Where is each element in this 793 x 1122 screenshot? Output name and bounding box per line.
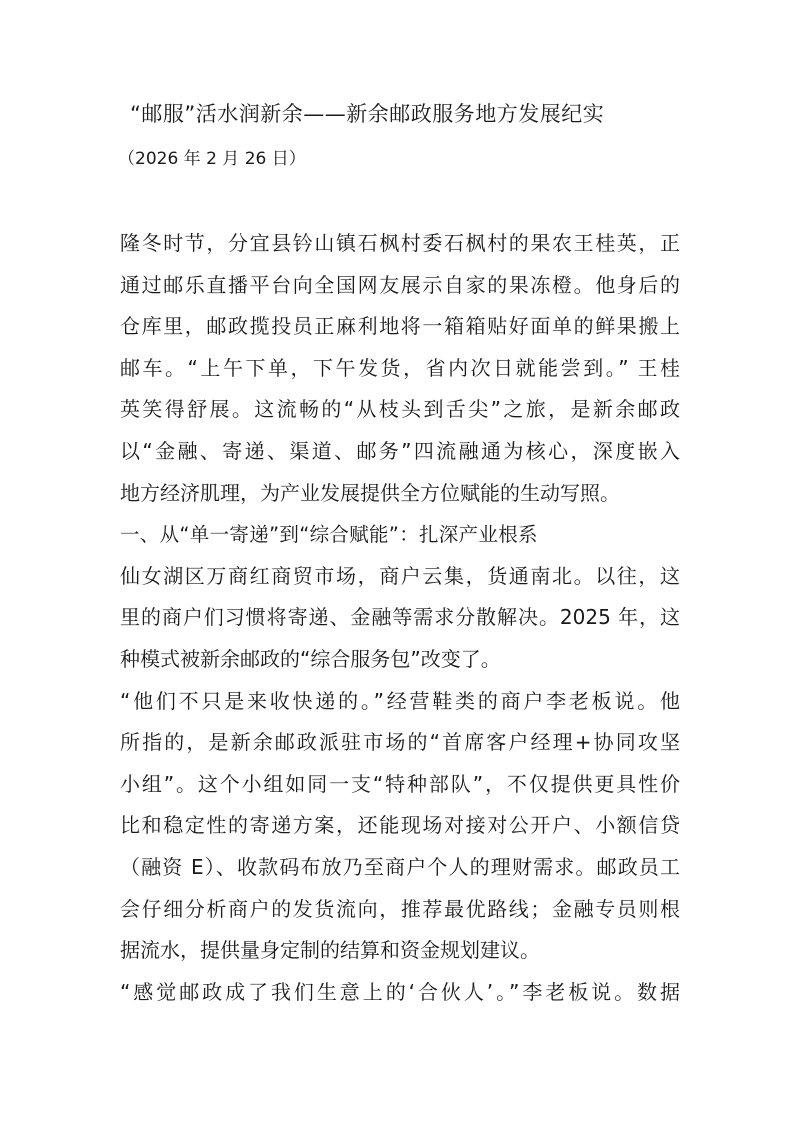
body-line: “感觉邮政成了我们生意上的‘合伙人’。”李老板说。数据 (120, 979, 680, 1004)
body-line: 小组”。这个小组如同一支“特种部队”，不仅提供更具性价 (120, 771, 680, 796)
body-line: 邮车。“上午下单，下午发货，省内次日就能尝到。” 王桂 (120, 355, 680, 380)
body-line: 通过邮乐直播平台向全国网友展示自家的果冻橙。他身后的 (120, 272, 680, 297)
article-body (120, 223, 680, 1013)
body-line: 里的商户们习惯将寄递、金融等需求分散解决。2025 年，这 (120, 605, 680, 630)
body-line: 地方经济肌理，为产业发展提供全方位赋能的生动写照。 (120, 480, 620, 505)
section-heading: 一、从“单一寄递”到“综合赋能”：扎深产业根系 (120, 523, 538, 547)
body-line: 所指的，是新余邮政派驻市场的“首席客户经理+协同攻坚 (120, 730, 680, 755)
article-title: “邮服”活水润新余——新余邮政服务地方发展纪实 (130, 102, 605, 126)
body-line: 比和稳定性的寄递方案，还能现场对接对公开户、小额信贷 (120, 813, 680, 838)
body-line: 以“金融、寄递、渠道、邮务”四流融通为核心，深度嵌入 (120, 438, 680, 463)
body-line: “他们不只是来收快递的。”经营鞋类的商户李老板说。他 (120, 688, 680, 713)
body-line: 仙女湖区万商红商贸市场，商户云集，货通南北。以往，这 (120, 563, 680, 588)
body-line: 种模式被新余邮政的“综合服务包”改变了。 (120, 646, 501, 671)
body-line: 会仔细分析商户的发货流向，推荐最优路线；金融专员则根 (120, 896, 680, 921)
body-line: （融资 E）、收款码布放乃至商户个人的理财需求。邮政员工 (120, 854, 680, 879)
body-line: 仓库里，邮政揽投员正麻利地将一箱箱贴好面单的鲜果搬上 (120, 314, 680, 339)
body-line: 隆冬时节，分宜县钤山镇石枫村委石枫村的果农王桂英，正 (120, 231, 680, 255)
body-line: 英笑得舒展。这流畅的“从枝头到舌尖”之旅，是新余邮政 (120, 397, 680, 422)
body-line: 据流水，提供量身定制的结算和资金规划建议。 (120, 938, 540, 963)
article-date: （2026 年 2 月 26 日） (118, 149, 306, 169)
